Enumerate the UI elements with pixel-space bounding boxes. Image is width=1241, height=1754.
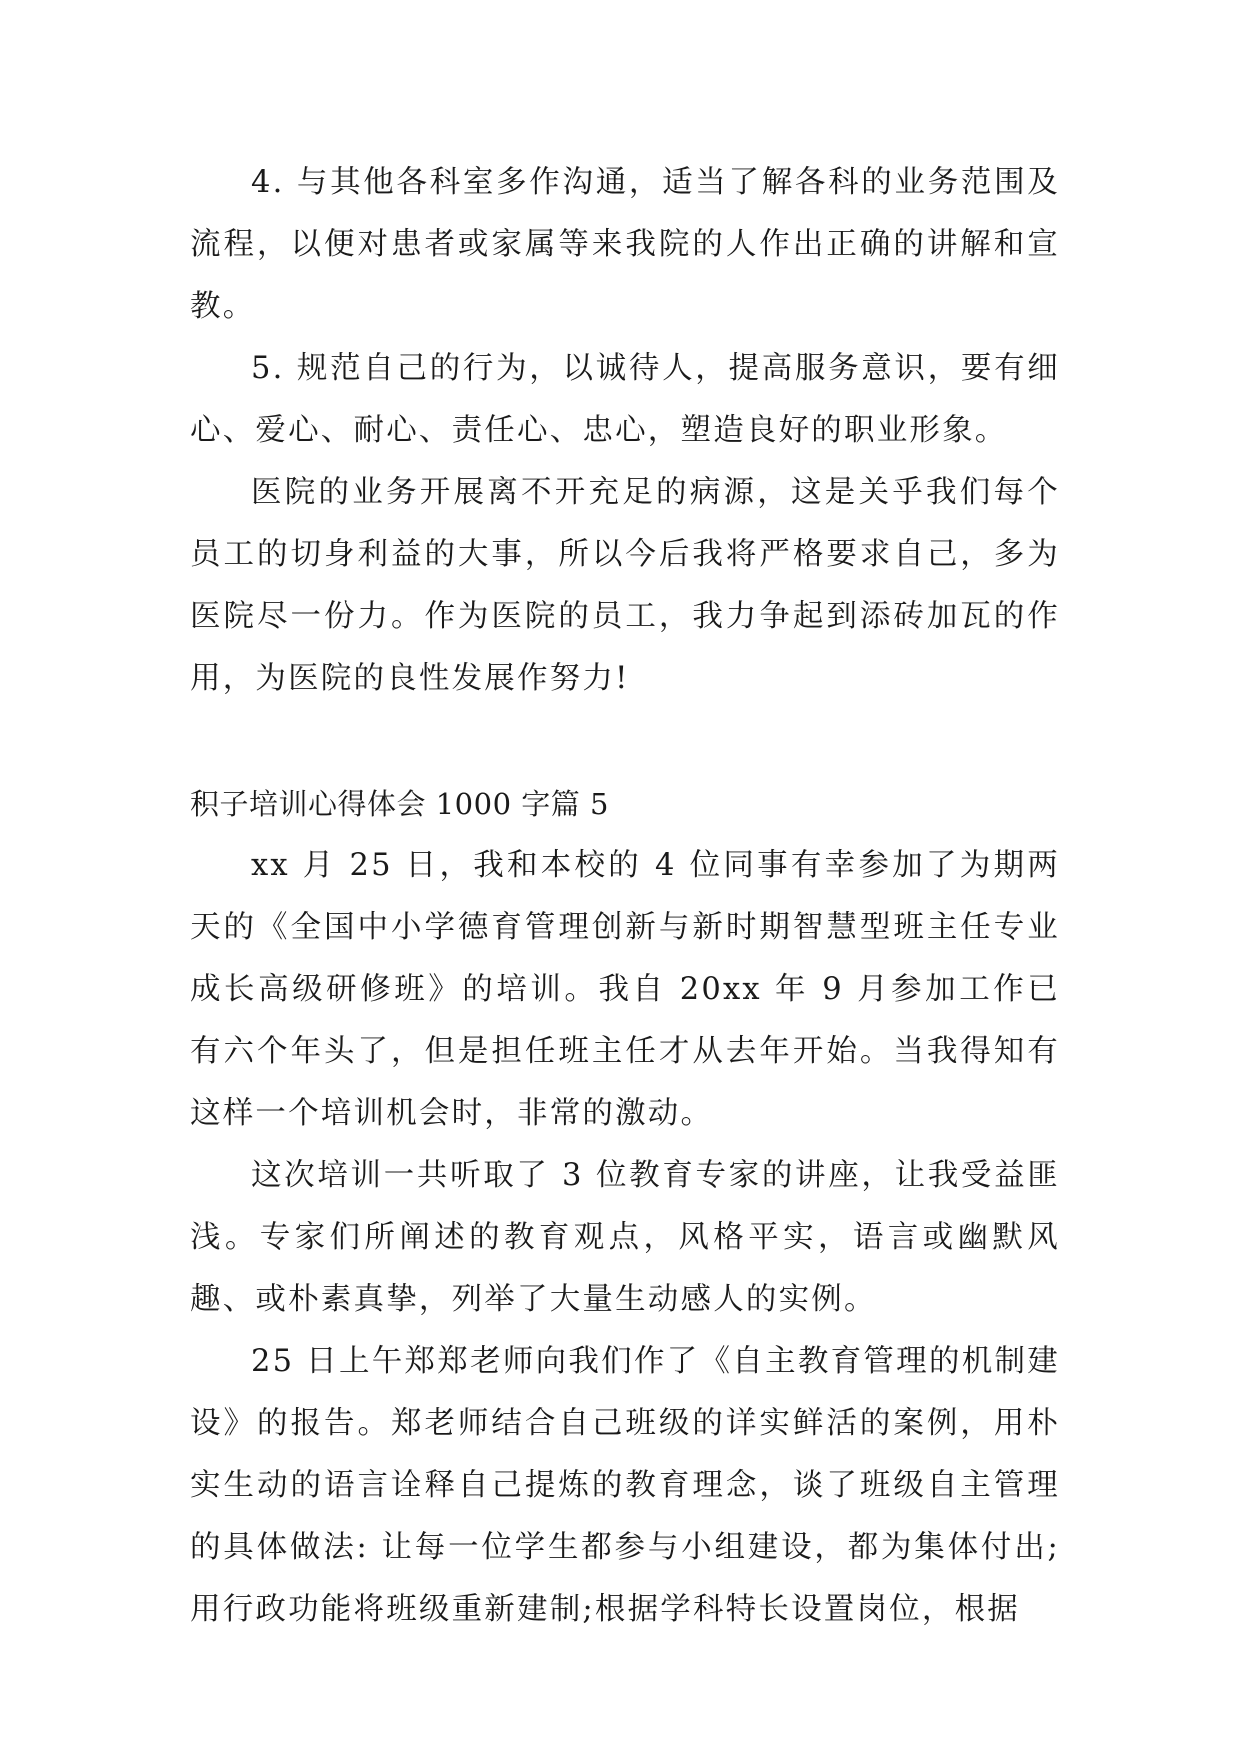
paragraph-expert-lectures: 这次培训一共听取了 3 位教育专家的讲座，让我受益匪浅。专家们所阐述的教育观点，风格平实，语言或幽默风趣、或朴素真挚，列举了大量生动感人的实例。 xyxy=(190,1158,1060,1317)
paragraph-training-intro: xx 月 25 日，我和本校的 4 位同事有幸参加了为期两天的《全国中小学德育管理创新与新时期智慧型班主任专业成长高级研修班》的培训。我自 20xx 年 9 月参加工作已有六个年头了，但是担任班主任才从去年开始。当我得知有这样一个培训机会时，非常的激动。 xyxy=(190,848,1060,1131)
document-body xyxy=(190,152,1060,1641)
paragraph-item-4: 4. 与其他各科室多作沟通，适当了解各科的业务范围及流程，以便对患者或家属等来我院的人作出正确的讲解和宣教。 xyxy=(190,165,1060,324)
section-heading: 积子培训心得体会 1000 字篇 5 xyxy=(190,787,609,821)
paragraph-zheng-report: 25 日上午郑郑老师向我们作了《自主教育管理的机制建设》的报告。郑老师结合自己班级的详实鲜活的案例，用朴实生动的语言诠释自己提炼的教育理念，谈了班级自主管理的具体做法: 让每一位学生都参与小组建设，都为集体付出;用行政功能将班级重新建制;根据学科特长设置岗位，根据 xyxy=(190,1344,1060,1627)
paragraph-hospital-conclusion: 医院的业务开展离不开充足的病源，这是关乎我们每个员工的切身利益的大事，所以今后我将严格要求自己，多为医院尽一份力。作为医院的员工，我力争起到添砖加瓦的作用，为医院的良性发展作努力! xyxy=(190,475,1060,696)
paragraph-item-5: 5. 规范自己的行为，以诚待人，提高服务意识，要有细心、爱心、耐心、责任心、忠心，塑造良好的职业形象。 xyxy=(190,351,1060,448)
